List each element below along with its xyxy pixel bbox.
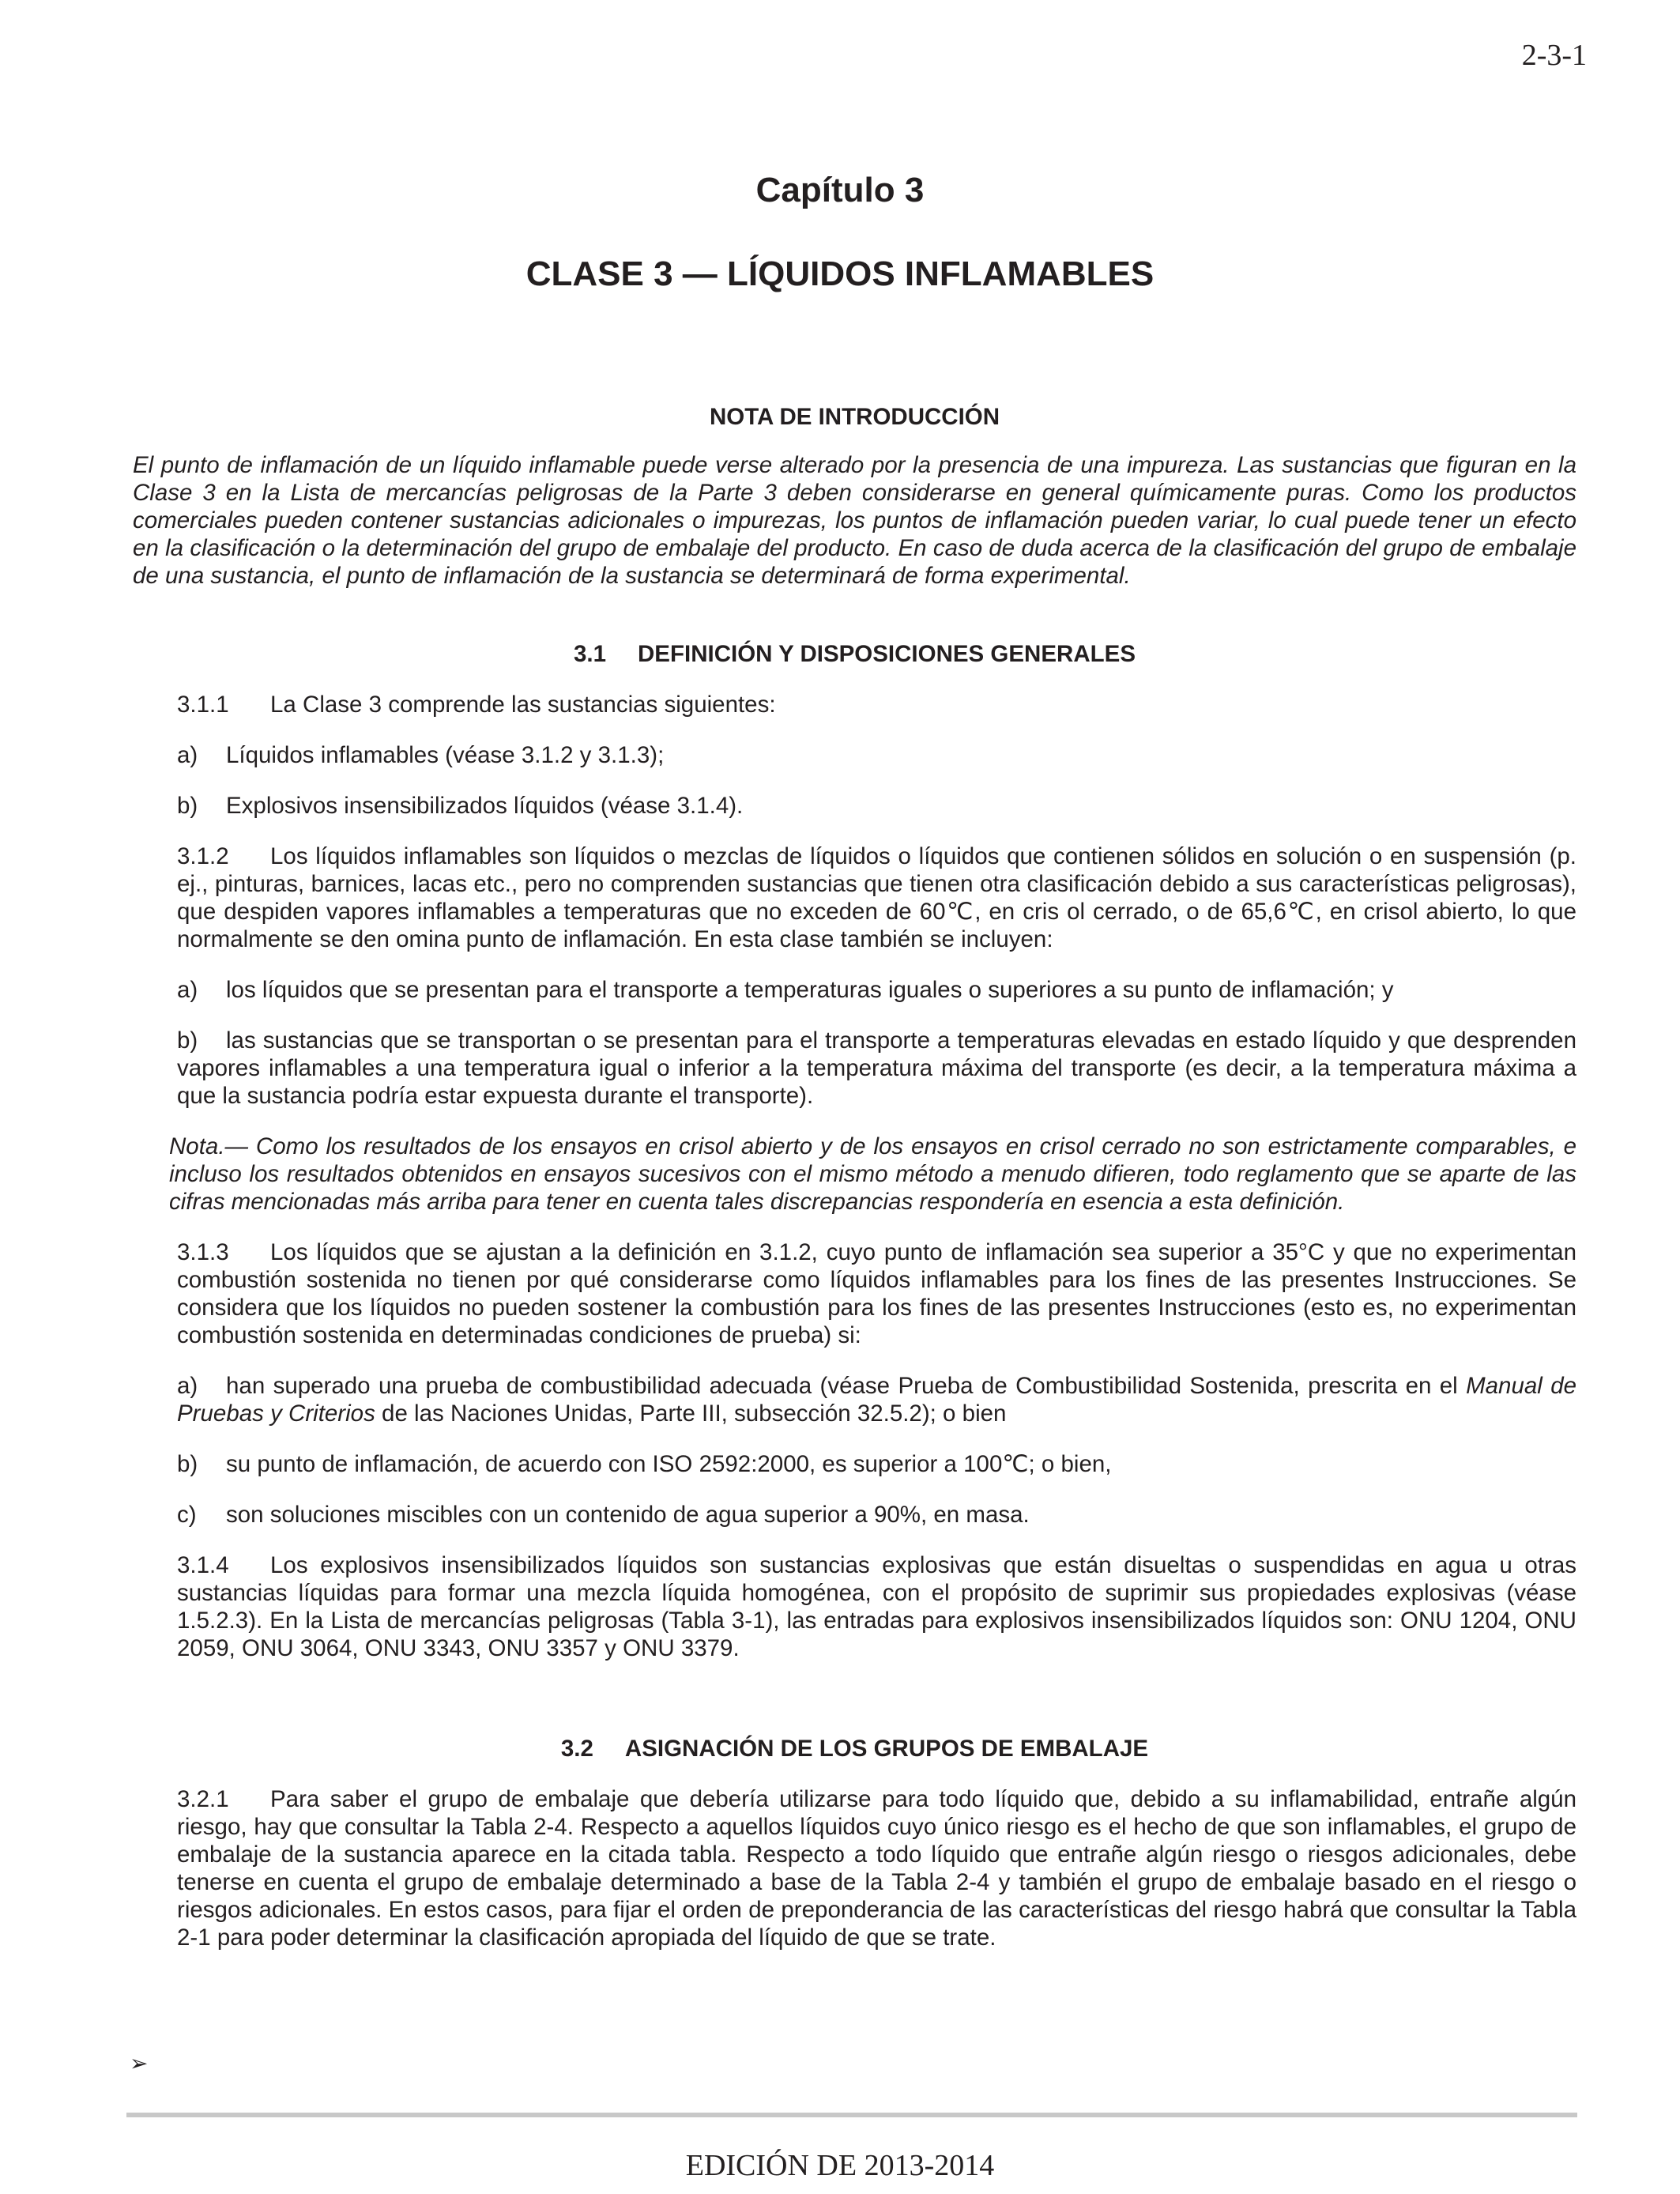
paragraph-3-1-1: [133, 691, 1576, 718]
paragraph-3-1-2: [133, 843, 1576, 953]
footer-divider: [126, 2113, 1577, 2117]
paragraph-text: Para saber el grupo de embalaje que debería utilizarse para todo líquido que, debido a su inflamabilidad, entrañe algún riesgo, hay que consultar la Tabla 2-4. Respecto a aquellos líquidos cuyo único riesgo es el hecho de que son inflamables, el grupo de embalaje de la sustancia aparece en la citada tabla. Respecto a todo líquido que entrañe algún riesgo o riesgos adicionales, debe tenerse en cuenta el grupo de embalaje determinado a base de la Tabla 2-4 y también el grupo de embalaje basado en el riesgo o riesgos adicionales. En estos casos, para fijar el orden de preponderancia de las características del riesgo habrá que consultar la Tabla 2-1 para poder determinar la clasificación apropiada del líquido de que se trate.: [177, 1786, 1576, 1951]
manual-title: Manual de Pruebas y Criterios: [177, 1373, 1577, 1427]
item-label: c): [177, 1502, 197, 1528]
revision-arrow-icon: ➢: [130, 2050, 149, 2076]
paragraph-text: La Clase 3 comprende las sustancias siguientes:: [270, 692, 776, 718]
paragraph-3-1-3: [133, 1238, 1576, 1349]
paragraph-text: Los líquidos que se ajustan a la definición en 3.1.2, cuyo punto de inflamación sea superior a 35°C y que no experimentan combustión sostenida no tienen por qué considerarse como líquidos inflamables para los fines de las presentes Instrucciones. Se considera que los líquidos no pueden sostener la combustión para los fines de las presentes Instrucciones (esto es, no experimentan combustión sostenida en determinadas condiciones de prueba) si:: [177, 1239, 1576, 1348]
item-text: las sustancias que se transportan o se presentan para el transporte a temperaturas elevadas en estado líquido y que desprenden vapores inflamables a una temperatura igual o inferior a la temperatura máxima del transporte (es decir, a la temperatura máxima a que la sustancia podría estar expuesta durante el transporte).: [177, 1027, 1576, 1109]
page-number: 2-3-1: [1521, 39, 1587, 72]
list-item: [133, 1501, 1576, 1529]
list-item: [133, 741, 1576, 769]
item-text: los líquidos que se presentan para el transporte a temperaturas iguales o superiores a su punto de inflamación; y: [226, 977, 1394, 1003]
paragraph-text: Los explosivos insensibilizados líquidos son sustancias explosivas que están disueltas o suspendidas en agua u otras sustancias líquidas para formar una mezcla líquida homogénea, con el propósito de suprimir sus propiedades explosivas (véase 1.5.2.3). En la Lista de mercancías peligrosas (Tabla 3-1), las entradas para explosivos insensibilizados líquidos son: ONU 1204, ONU 2059, ONU 3064, ONU 3343, ONU 3357 y ONU 3379.: [177, 1552, 1576, 1661]
intro-heading: NOTA DE INTRODUCCIÓN: [709, 404, 1000, 430]
chapter-title: Capítulo 3: [755, 171, 925, 209]
item-text: han superado una prueba de combustibilidad adecuada (véase Prueba de Combustibilidad Sostenida, prescrita en el: [226, 1373, 1467, 1399]
section-title: DEFINICIÓN Y DISPOSICIONES GENERALES: [638, 641, 1136, 667]
item-text: de las Naciones Unidas, Parte III, subsección 32.5.2); o bien: [375, 1400, 1007, 1427]
paragraph-number: 3.2.1: [177, 1786, 229, 1812]
item-text: su punto de inflamación, de acuerdo con ISO 2592:2000, es superior a 100℃; o bien,: [226, 1451, 1112, 1477]
list-item: [133, 976, 1576, 1004]
item-label: a): [177, 977, 198, 1003]
paragraph-number: 3.1.4: [177, 1552, 229, 1578]
item-label: a): [177, 742, 198, 768]
section-3-1-heading: [133, 640, 1576, 668]
intro-text: El punto de inflamación de un líquido inflamable puede verse alterado por la presencia de una impureza. Las sustancias que figuran en la Clase 3 en la Lista de mercancías peligrosas de la Parte 3 deben considerarse en general químicamente puras. Como los productos comerciales pueden contener sustancias adicionales o impurezas, los puntos de inflamación pueden variar, lo cual puede tener un efecto en la clasificación o la determinación del grupo de embalaje del producto. En caso de duda acerca de la clasificación del grupo de embalaje de una sustancia, el punto de inflamación de la sustancia se determinará de forma experimental.: [133, 452, 1576, 589]
list-item: [133, 792, 1576, 820]
paragraph-3-2-1: [133, 1785, 1576, 1951]
item-label: b): [177, 1451, 198, 1477]
item-label: b): [177, 1027, 198, 1054]
item-text: Explosivos insensibilizados líquidos (véase 3.1.4).: [226, 793, 744, 819]
item-label: a): [177, 1373, 198, 1399]
paragraph-text: Los líquidos inflamables son líquidos o mezclas de líquidos o líquidos que contienen sólidos en solución o en suspensión (p. ej., pinturas, barnices, lacas etc., pero no comprenden sustancias que tienen otra clasificación debido a sus características peligrosas), que despiden vapores inflamables a temperaturas que no exceden de 60℃, en cris ol cerrado, o de 65,6℃, en crisol abierto, lo que normalmente se den omina punto de inflamación. En esta clase también se incluyen:: [177, 843, 1576, 952]
list-item: [133, 1450, 1576, 1478]
item-text: son soluciones miscibles con un contenido de agua superior a 90%, en masa.: [226, 1502, 1030, 1528]
section-number: 3.2: [560, 1736, 593, 1762]
item-label: b): [177, 793, 198, 819]
note: Nota.— Como los resultados de los ensayos en crisol abierto y de los ensayos en crisol cerrado no son estrictamente comparables, e incluso los resultados obtenidos en ensayos sucesivos con el mismo método a menudo difieren, todo reglamento que se aparte de las cifras mencionadas más arriba para tener en cuenta tales discrepancias respondería en esencia a esta definición.: [169, 1133, 1576, 1215]
section-3-2-heading: [133, 1735, 1576, 1762]
paragraph-3-1-4: [133, 1551, 1576, 1662]
section-title: ASIGNACIÓN DE LOS GRUPOS DE EMBALAJE: [624, 1736, 1149, 1762]
section-number: 3.1: [573, 641, 606, 667]
item-text: Líquidos inflamables (véase 3.1.2 y 3.1.3);: [226, 742, 665, 768]
document-body: [133, 403, 1576, 1974]
paragraph-number: 3.1.3: [177, 1239, 229, 1265]
paragraph-number: 3.1.2: [177, 843, 229, 869]
list-item: [133, 1372, 1576, 1427]
footer-edition: EDICIÓN DE 2013-2014: [685, 2149, 995, 2182]
list-item: [133, 1027, 1576, 1110]
paragraph-number: 3.1.1: [177, 692, 229, 718]
class-title: CLASE 3 — LÍQUIDOS INFLAMABLES: [525, 254, 1155, 293]
